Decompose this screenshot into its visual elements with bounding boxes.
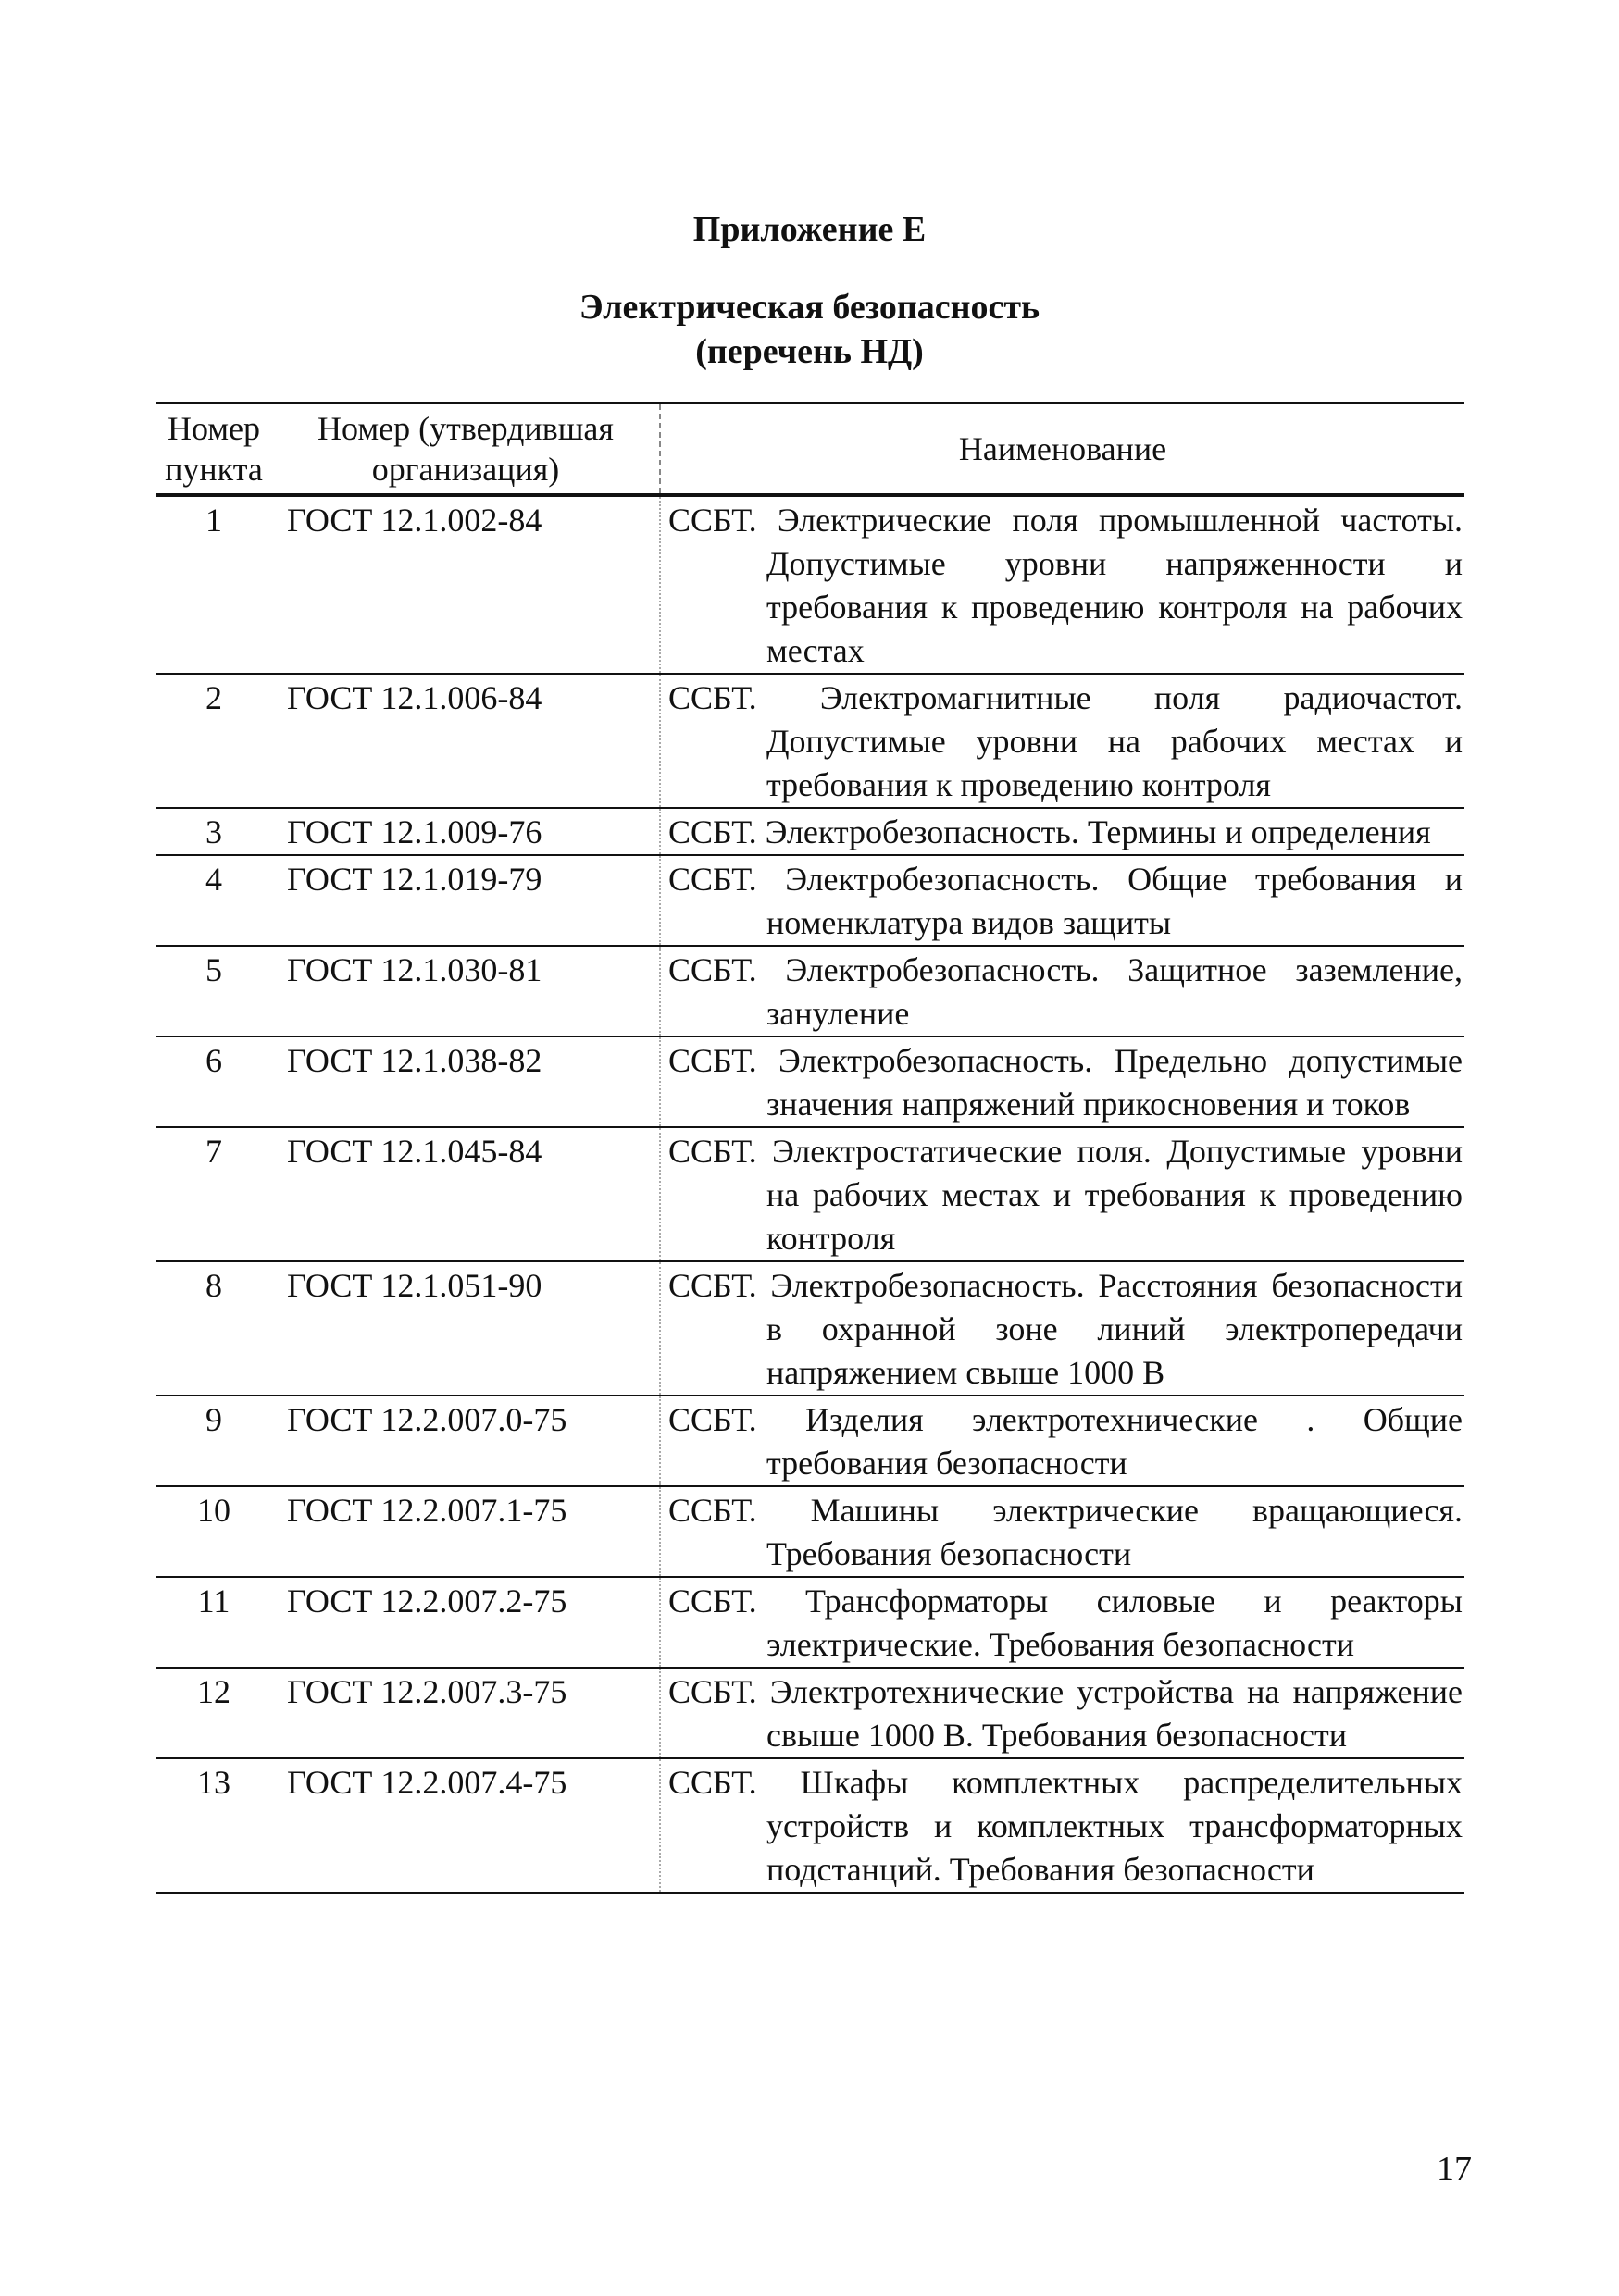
table-row [156, 1396, 1464, 1487]
table-row [156, 809, 1464, 856]
standard-name-cell [659, 1578, 1464, 1667]
document-title [0, 285, 1619, 374]
gost-number: ГОСТ 12.1.006-84 [287, 679, 542, 716]
standard-name-cell [659, 1759, 1464, 1892]
standard-name: ССБТ. Электробезопасность. Общие требования и номенклатура видов защиты [668, 861, 1463, 941]
standard-name: ССБТ. Электромагнитные поля радиочастот. Допустимые уровни на рабочих местах и требования к проведению контроля [668, 679, 1463, 803]
table-row [156, 1262, 1464, 1396]
header-item-number-line2: пункта [165, 451, 263, 488]
item-number: 9 [205, 1401, 222, 1438]
item-number: 13 [197, 1764, 230, 1801]
header-doc-number-line1: Номер (утвердившая [318, 410, 614, 447]
gost-number: ГОСТ 12.1.030-81 [287, 951, 542, 988]
standard-name-cell [659, 1396, 1464, 1485]
page-number: 17 [1437, 2150, 1472, 2189]
gost-number: ГОСТ 12.2.007.4-75 [287, 1764, 567, 1801]
standard-name-cell [659, 856, 1464, 945]
header-item-number [156, 404, 272, 493]
gost-number: ГОСТ 12.2.007.1-75 [287, 1492, 567, 1529]
table-row [156, 1487, 1464, 1578]
table-row [156, 1759, 1464, 1892]
item-number: 3 [205, 813, 222, 850]
header-item-number-line1: Номер [167, 410, 261, 447]
standard-name: ССБТ. Электробезопасность. Термины и определения [668, 813, 1431, 850]
standard-name: ССБТ. Электробезопасность. Предельно допустимые значения напряжений прикосновения и токов [668, 1042, 1463, 1123]
appendix-title: Приложение Е [692, 210, 927, 249]
standard-name-cell [659, 809, 1464, 854]
item-number: 1 [205, 502, 222, 539]
gost-number: ГОСТ 12.1.051-90 [287, 1267, 542, 1304]
table-row [156, 947, 1464, 1037]
table-row [156, 675, 1464, 809]
item-number: 7 [205, 1133, 222, 1170]
gost-number: ГОСТ 12.1.019-79 [287, 861, 542, 898]
standards-table [156, 402, 1464, 1894]
standard-name: ССБТ. Изделия электротехнические . Общие требования безопасности [668, 1401, 1463, 1482]
gost-number: ГОСТ 12.1.002-84 [287, 502, 542, 539]
table-row [156, 856, 1464, 947]
item-number: 11 [197, 1582, 230, 1620]
table-body [156, 497, 1464, 1892]
standard-name-cell [659, 1487, 1464, 1576]
item-number: 12 [197, 1673, 230, 1710]
item-number: 2 [205, 679, 222, 716]
header-name: Наименование [659, 404, 1464, 493]
standard-name: ССБТ. Трансформаторы силовые и реакторы электрические. Требования безопасности [668, 1582, 1463, 1663]
standard-name: ССБТ. Электробезопасность. Расстояния безопасности в охранной зоне линий электропередачи напряжением свыше 1000 В [668, 1267, 1463, 1391]
header-doc-number-line2: организация) [371, 451, 560, 488]
table-header [156, 404, 1464, 497]
title-line-1: Электрическая безопасность [579, 288, 1040, 327]
standard-name: ССБТ. Машины электрические вращающиеся. Требования безопасности [668, 1492, 1463, 1572]
item-number: 4 [205, 861, 222, 898]
table-row [156, 1037, 1464, 1128]
item-number: 8 [205, 1267, 222, 1304]
table-row [156, 1128, 1464, 1262]
standard-name-cell [659, 1262, 1464, 1395]
table-row [156, 1669, 1464, 1759]
standard-name: ССБТ. Шкафы комплектных распределительных устройств и комплектных трансформаторных подстанций. Требования безопасности [668, 1764, 1463, 1888]
gost-number: ГОСТ 12.1.009-76 [287, 813, 542, 850]
title-line-2: (перечень НД) [695, 332, 924, 371]
standard-name-cell [659, 1669, 1464, 1757]
standard-name-cell [659, 1037, 1464, 1126]
gost-number: ГОСТ 12.2.007.0-75 [287, 1401, 567, 1438]
gost-number: ГОСТ 12.2.007.2-75 [287, 1582, 567, 1620]
standard-name-cell [659, 1128, 1464, 1260]
gost-number: ГОСТ 12.1.045-84 [287, 1133, 542, 1170]
item-number: 6 [205, 1042, 222, 1079]
standard-name: ССБТ. Электротехнические устройства на напряжение свыше 1000 В. Требования безопасности [668, 1673, 1463, 1754]
standard-name-cell [659, 675, 1464, 807]
standard-name: ССБТ. Электрические поля промышленной частоты. Допустимые уровни напряженности и требования к проведению контроля на рабочих местах [668, 502, 1463, 669]
table-row [156, 497, 1464, 675]
gost-number: ГОСТ 12.1.038-82 [287, 1042, 542, 1079]
standard-name-cell [659, 947, 1464, 1036]
gost-number: ГОСТ 12.2.007.3-75 [287, 1673, 567, 1710]
header-doc-number [272, 404, 659, 493]
standard-name-cell [659, 497, 1464, 673]
standard-name: ССБТ. Электростатические поля. Допустимые уровни на рабочих местах и требования к проведению контроля [668, 1133, 1463, 1257]
item-number: 10 [197, 1492, 230, 1529]
table-row [156, 1578, 1464, 1669]
item-number: 5 [205, 951, 222, 988]
standard-name: ССБТ. Электробезопасность. Защитное заземление, зануление [668, 951, 1463, 1032]
